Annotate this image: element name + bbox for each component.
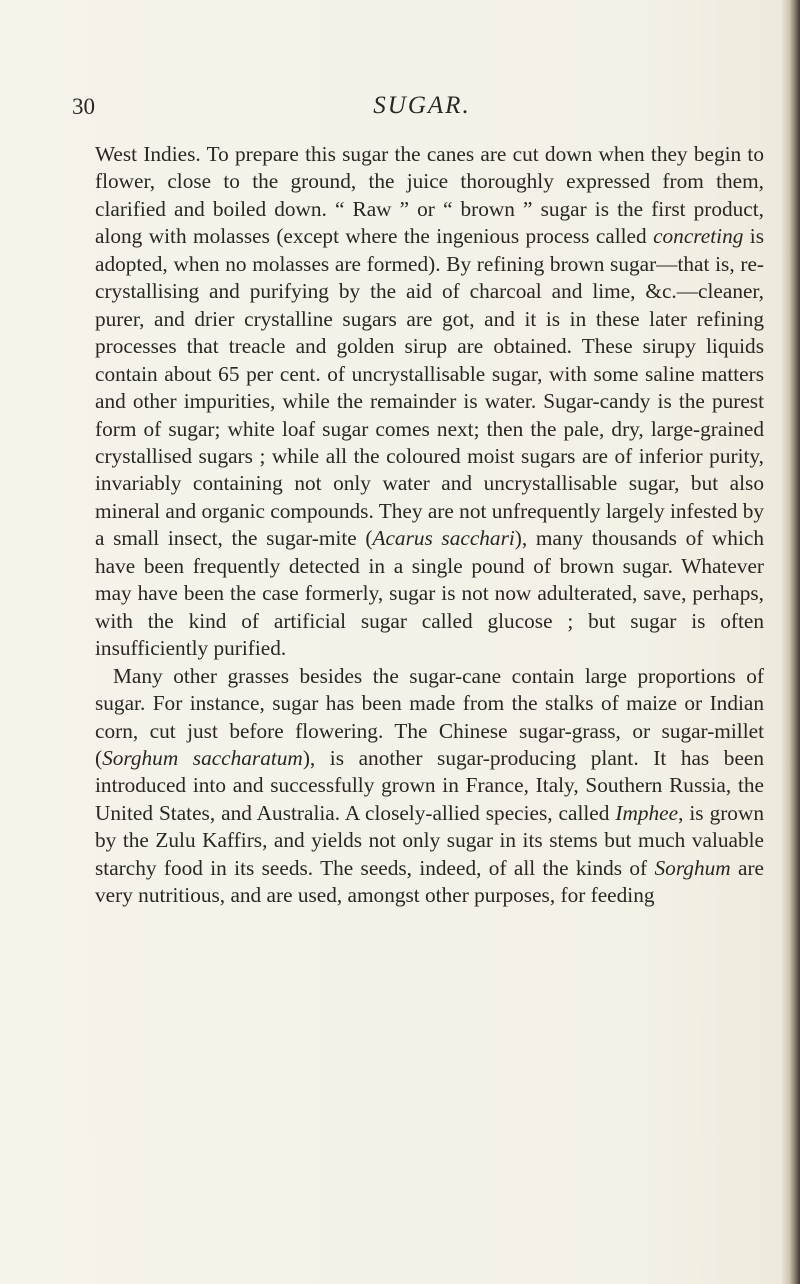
page-number: 30 (72, 94, 95, 119)
italic-term: Sorghum (654, 855, 731, 880)
text-run: is adopted, when no molasses are formed). By refining brown sugar—that is, re-crystallising and purifying by the aid of charcoal and lime, &c.—cleaner, purer, and drier crystalline sugars are got, and it is in these later refining processes that treacle and golden sirup are obtained. These sirupy liquids contain about 65 per cent. of uncrystallisable sugar, with some saline matters and other impurities, while the remainder is water. Sugar-candy is the purest form of sugar; white loaf sugar comes next; then the pale, dry, large-grained crystallised sugars ; while all the coloured moist sugars are of inferior purity, invariably containing not only water and uncrystallisable sugar, but also mineral and organic compounds. They are not unfrequently largely infested by a small insect, the sugar-mite ( (95, 224, 764, 551)
text-run: Many other grasses besides the sugar-cane contain large proportions of sugar. For instance, sugar has been made from the stalks of maize or Indian corn, cut just before flowering. The Chinese sugar-grass, or sugar-millet ( (95, 663, 764, 770)
italic-term: Acarus sacchari (372, 526, 515, 551)
paragraph (95, 141, 764, 663)
body-text (95, 141, 764, 910)
italic-term: concreting (653, 224, 744, 249)
page-header (72, 92, 772, 124)
text-run: ), is another sugar-producing plant. It has been introduced into and successfully grown in France, Italy, Southern Russia, the United States, and Australia. A closely-allied species, called (95, 745, 764, 825)
text-run: West Indies. To prepare this sugar the canes are cut down when they begin to flower, close to the ground, the juice thoroughly expressed from them, clarified and boiled down. “ Raw ” or “ brown ” sugar is the first product, along with molasses (except where the ingenious process called (95, 142, 764, 249)
italic-term: Imphee (615, 800, 679, 825)
paragraph (95, 663, 764, 910)
running-head: SUGAR. (373, 92, 471, 119)
italic-term: Sorghum saccharatum (102, 745, 303, 770)
page-edge-shadow (782, 0, 800, 1284)
text-run: ), many thousands of which have been frequently detected in a single pound of brown sugar. Whatever may have been the case formerly, sugar is not now adulterated, save, perhaps, with the kind of artificial sugar called glucose ; but sugar is often insufficiently purified. (95, 526, 764, 661)
text-run: are very nutritious, and are used, amongst other purposes, for feeding (95, 855, 764, 908)
text-run: , is grown by the Zulu Kaffirs, and yields not only sugar in its stems but much valuable starchy food in its seeds. The seeds, indeed, of all the kinds of (95, 800, 764, 880)
